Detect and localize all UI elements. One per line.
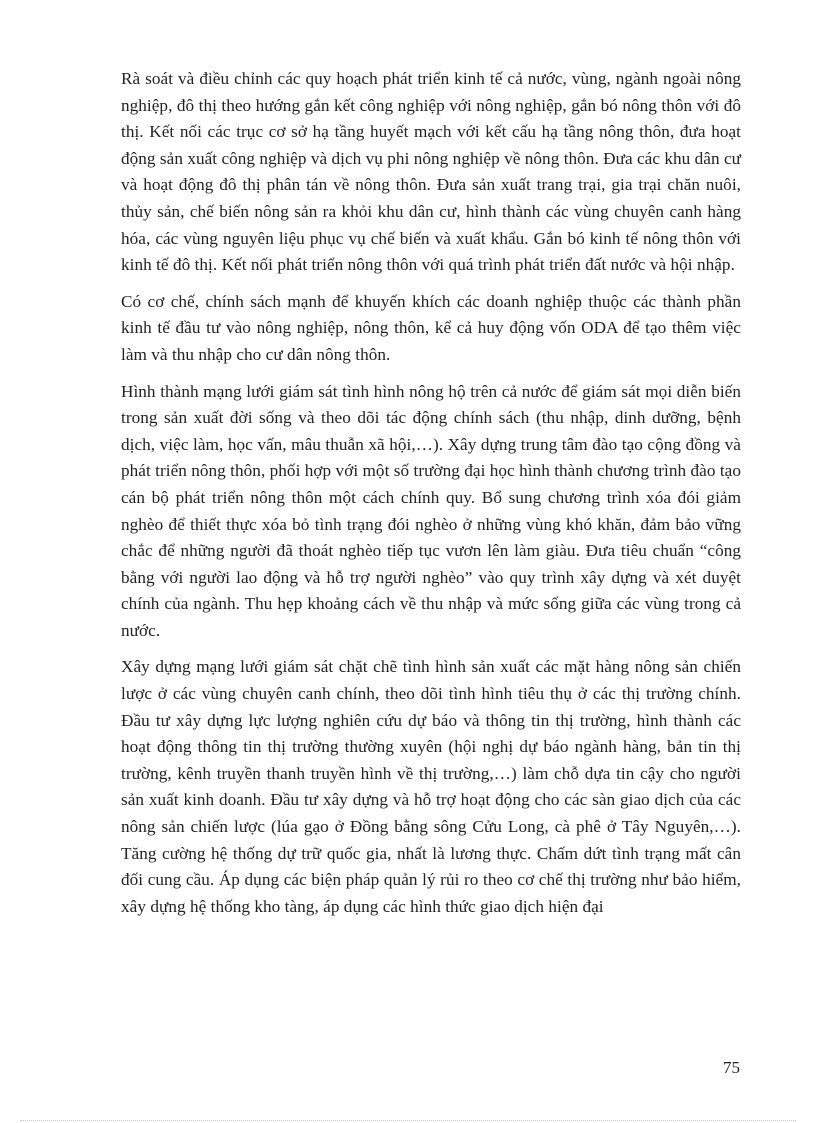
paragraph-4: Xây dựng mạng lưới giám sát chặt chẽ tình hình sản xuất các mặt hàng nông sản chiến lược ở các vùng chuyên canh chính, theo dõi tình hình tiêu thụ ở các thị trường chính. Đầu tư xây dựng lực lượng nghiên cứu dự báo và thông tin thị trường, hình thành các hoạt động thông tin thị trường thường xuyên (hội nghị dự báo ngành hàng, bản tin thị trường, kênh truyền thanh truyền hình về thị trường,…) làm chỗ dựa tin cậy cho người sản xuất kinh doanh. Đầu tư xây dựng và hỗ trợ hoạt động cho các sàn giao dịch của các nông sản chiến lược (lúa gạo ở Đồng bằng sông Cửu Long, cà phê ở Tây Nguyên,…). Tăng cường hệ thống dự trữ quốc gia, nhất là lương thực. Chấm dứt tình trạng mất cân đối cung cầu. Áp dụng các biện pháp quản lý rủi ro theo cơ chế thị trường như bảo hiểm, xây dựng hệ thống kho tàng, áp dụng các hình thức giao dịch hiện đại	[121, 657, 741, 916]
page-body	[121, 66, 741, 930]
page-bottom-divider	[20, 1120, 796, 1121]
paragraph-2: Có cơ chế, chính sách mạnh để khuyến khích các doanh nghiệp thuộc các thành phần kinh tế đầu tư vào nông nghiệp, nông thôn, kể cả huy động vốn ODA để tạo thêm việc làm và thu nhập cho cư dân nông thôn.	[121, 291, 741, 364]
paragraph-3: Hình thành mạng lưới giám sát tình hình nông hộ trên cả nước để giám sát mọi diễn biến trong sản xuất đời sống và theo dõi tác động chính sách (thu nhập, dinh dưỡng, bệnh dịch, việc làm, học vấn, mâu thuẫn xã hội,…). Xây dựng trung tâm đào tạo cộng đồng và phát triển nông thôn, phối hợp với một số trường đại học hình thành chương trình đào tạo cán bộ phát triển nông thôn một cách chính quy. Bổ sung chương trình xóa đói giảm nghèo để thiết thực xóa bỏ tình trạng đói nghèo ở những vùng khó khăn, đảm bảo vững chắc để những người đã thoát nghèo tiếp tục vươn lên làm giàu. Đưa tiêu chuẩn “công bằng với người lao động và hỗ trợ người nghèo” vào quy trình xây dựng và xét duyệt chính của ngành. Thu hẹp khoảng cách về thu nhập và mức sống giữa các vùng trong cả nước.	[121, 381, 741, 640]
page-number: 75	[723, 1058, 740, 1077]
paragraph-1: Rà soát và điều chỉnh các quy hoạch phát triển kinh tế cả nước, vùng, ngành ngoài nông nghiệp, đô thị theo hướng gắn kết công nghiệp với nông nghiệp, gắn bó nông thôn với đô thị. Kết nối các trục cơ sở hạ tầng huyết mạch với kết cấu hạ tầng nông thôn, đưa hoạt động sản xuất công nghiệp và dịch vụ phi nông nghiệp về nông thôn. Đưa các khu dân cư và hoạt động đô thị phân tán về nông thôn. Đưa sản xuất trang trại, gia trại chăn nuôi, thủy sản, chế biến nông sản ra khỏi khu dân cư, hình thành các vùng chuyên canh hàng hóa, các vùng nguyên liệu phục vụ chế biến và xuất khẩu. Gắn bó kinh tế nông thôn với kinh tế đô thị. Kết nối phát triển nông thôn với quá trình phát triển đất nước và hội nhập.	[121, 69, 742, 275]
